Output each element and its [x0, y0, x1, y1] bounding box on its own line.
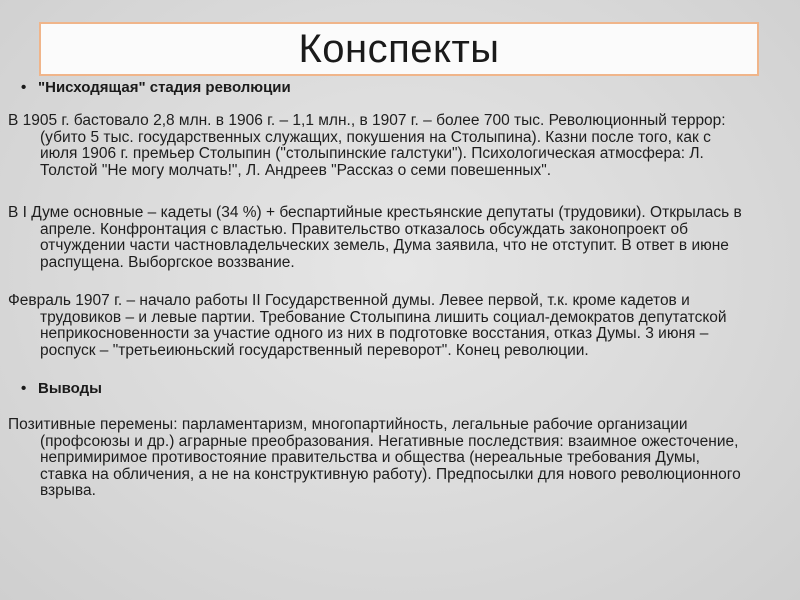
paragraph-line: Толстой "Не могу молчать!", Л. Андреев "Рассказ о семи повешенных". — [40, 161, 552, 179]
bullet-text: Выводы — [38, 380, 102, 397]
paragraph-strikes-terror — [8, 113, 788, 179]
paragraph-line: трудовиков – и левые партии. Требование Столыпина лишить социал-демократов депутатской — [40, 308, 727, 326]
paragraph-line: апреле. Конфронтация с властью. Правительство отказалось обсуждать законопроект об — [40, 220, 688, 238]
paragraph-second-duma — [8, 293, 788, 359]
paragraph-conclusions — [8, 417, 788, 500]
paragraph-line: Позитивные перемены: парламентаризм, многопартийность, легальные рабочие организации — [8, 416, 688, 433]
paragraph-line: В 1905 г. бастовало 2,8 млн. в 1906 г. – 1,1 млн., в 1907 г. – более 700 тыс. Революционный террор: — [8, 112, 726, 129]
paragraph-line: неприкосновенности за участие одного из них в подготовке восстания, отказ Думы. 3 июня – — [40, 325, 709, 342]
paragraph-line: непримиримое противостояние правительства и общества (нереальные требования Думы, — [40, 449, 700, 466]
paragraph-line: отчуждении части частновладельческих земель, Дума заявила, что не отступит. В ответ в июне — [40, 237, 729, 254]
paragraph-line: июля 1906 г. премьер Столыпин ("столыпинские галстуки"). Психологическая атмосфера: Л. — [40, 145, 704, 162]
paragraph-first-duma — [8, 205, 788, 271]
paragraph-line: Февраль 1907 г. – начало работы II Государственной думы. Левее первой, т.к. кроме кадетов и — [8, 292, 690, 309]
paragraph-line: взрыва. — [40, 482, 96, 499]
paragraph-line: (убито 5 тыс. государственных служащих, покушения на Столыпина). Казни после того, как с — [40, 128, 711, 146]
page-title: Конспекты — [298, 26, 500, 71]
bullet-item-descending-stage — [21, 79, 291, 96]
title-box — [39, 22, 759, 76]
paragraph-line: роспуск – "третьеиюньский государственный переворот". Конец революции. — [40, 341, 589, 359]
bullet-icon: • — [21, 79, 27, 96]
bullet-item-conclusions — [21, 380, 102, 397]
bullet-icon: • — [21, 380, 27, 397]
paragraph-line: ставка на обличения, а не на конструктивную работу). Предпосылки для нового революционного — [40, 465, 741, 483]
paragraph-line: распущена. Выборгское воззвание. — [40, 253, 295, 271]
bullet-text: "Нисходящая" стадия революции — [38, 79, 291, 96]
paragraph-line: В I Думе основные – кадеты (34 %) + беспартийные крестьянские депутаты (трудовики). Открылась в — [8, 204, 742, 221]
paragraph-line: (профсоюзы и др.) аграрные преобразования. Негативные последствия: взаимное ожесточение, — [40, 432, 739, 450]
